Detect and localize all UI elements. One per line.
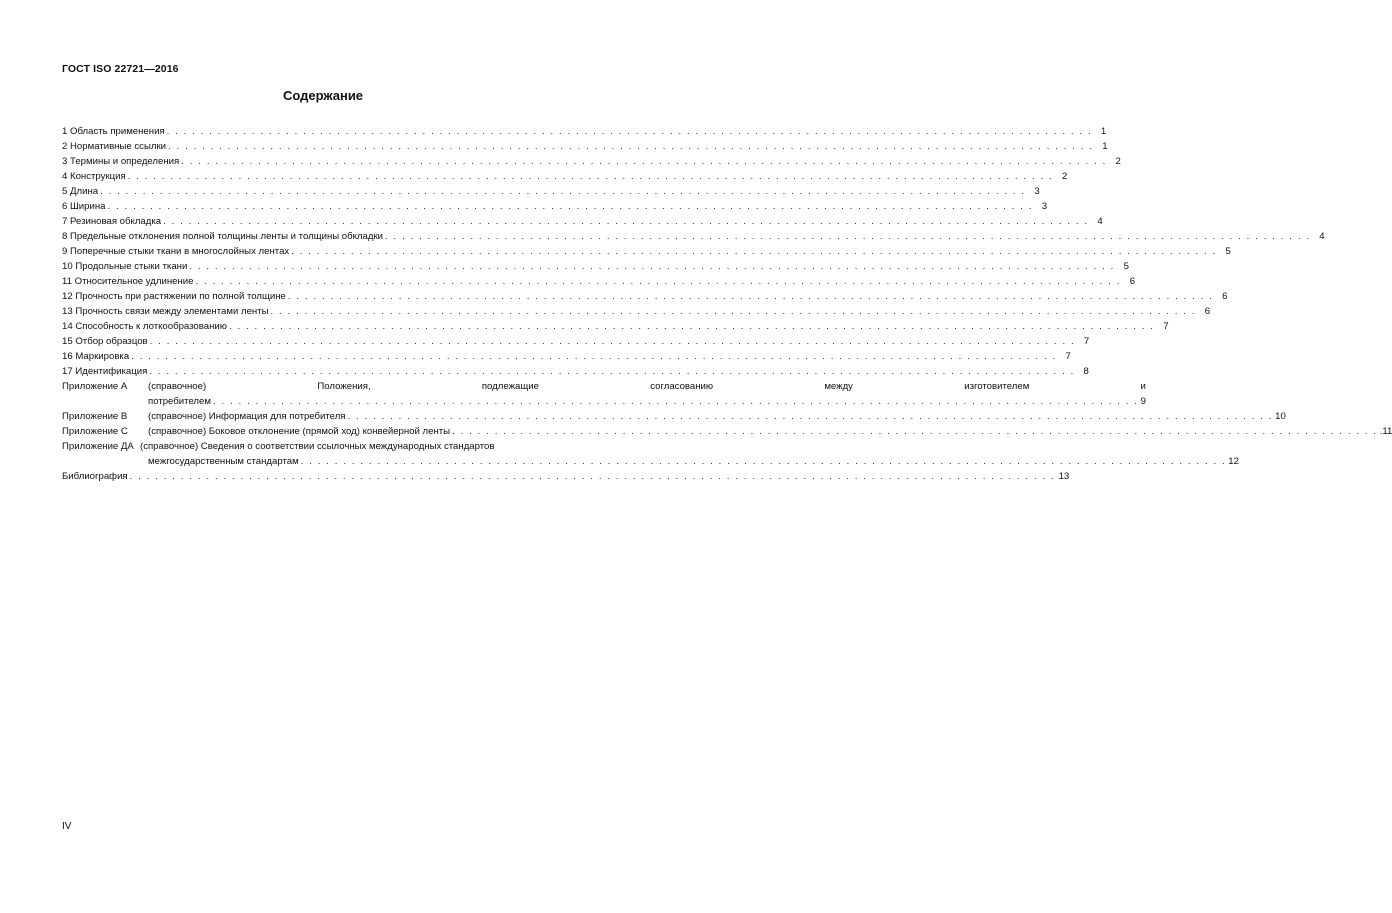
toc-entry[interactable] <box>62 304 1211 319</box>
toc-leader-dots: . . . . . . . . . . . . . . . . . . . . . . . . . . . . . . . . . . . . . . . . . . . . . . . . . . . . . . . . . . . . . . . . . . . . . . . . . . . . . . . . . . . . . . . . . . . . . . . . . . . . . . . . . . . . . <box>385 231 1311 242</box>
toc-entry-title: 5 Длина <box>62 186 99 197</box>
toc-leader-dots: . . . . . . . . . . . . . . . . . . . . . . . . . . . . . . . . . . . . . . . . . . . . . . . . . . . . . . . . . . . . . . . . . . . . . . . . . . . . . . . . . . . . . . . . . . . . . . . . . . . . . . . . . . . . . <box>127 171 1054 182</box>
toc-leader-dots: . . . . . . . . . . . . . . . . . . . . . . . . . . . . . . . . . . . . . . . . . . . . . . . . . . . . . . . . . . . . . . . . . . . . . . . . . . . . . . . . . . . . . . . . . . . . . . . . . . . . . . . . . . . . . <box>287 291 1214 302</box>
toc-entry[interactable] <box>62 169 1068 184</box>
toc-appendix-b[interactable] <box>62 409 1286 424</box>
toc-entry-page: 2 <box>1061 171 1068 182</box>
toc-entry-title: 17 Идентификация <box>62 366 148 377</box>
toc-entry-title: 4 Конструкция <box>62 171 126 182</box>
toc-leader-dots: . . . . . . . . . . . . . . . . . . . . . . . . . . . . . . . . . . . . . . . . . . . . . . . . . . . . . . . . . . . . . . . . . . . . . . . . . . . . . . . . . . . . . . . . . . . . . . . . . . . . . . . . . . . . . <box>168 141 1094 152</box>
toc-entry-title: 15 Отбор образцов <box>62 336 148 347</box>
toc-entry[interactable] <box>62 364 1089 379</box>
toc-entry-title: 12 Прочность при растяжении по полной толщине <box>62 291 286 302</box>
page-number: IV <box>62 821 72 832</box>
appendix-title-line: (справочное) Положения, подлежащие согласованию между изготовителем и <box>148 381 1146 392</box>
toc-entry-page: 3 <box>1041 201 1048 212</box>
toc-entry-page: 4 <box>1097 216 1103 227</box>
toc-entry[interactable] <box>62 259 1129 274</box>
toc-leader-dots: . . . . . . . . . . . . . . . . . . . . . . . . . . . . . . . . . . . . . . . . . . . . . . . . . . . . . . . . . . . . . . . . . . . . . . . . . . . . . . . . . . . . . . . . . . . . . . . . . . . . . . . . . . . . . <box>149 366 1075 377</box>
toc-leader-dots: . . . . . . . . . . . . . . . . . . . . . . . . . . . . . . . . . . . . . . . . . . . . . . . . . . . . . . . . . . . . . . . . . . . . . . . . . . . . . . . . . . . . . . . . . . . . . . . . . . . . . . . . . . . . . <box>149 336 1076 347</box>
toc-leader-dots: . . . . . . . . . . . . . . . . . . . . . . . . . . . . . . . . . . . . . . . . . . . . . . . . . . . . . . . . . . . . . . . . . . . . . . . . . . . . . . . . . . . . . . . . . . . . . . . . . . . . . . . . . . . . . <box>452 426 1378 437</box>
toc-entry-title: 13 Прочность связи между элементами ленты <box>62 306 269 317</box>
doc-code: ГОСТ ISO 22721—2016 <box>62 63 179 75</box>
appendix-title-line: потребителем <box>148 396 211 407</box>
appendix-label: Приложение С <box>62 426 128 437</box>
toc-title: Содержание <box>282 88 364 103</box>
appendix-title-line: (справочное) Информация для потребителя <box>148 411 346 422</box>
toc-entry-page: 6 <box>1222 291 1228 302</box>
toc-appendix-a[interactable] <box>62 379 1146 409</box>
appendix-title-line: (справочное) Боковое отклонение (прямой ход) конвейерной ленты <box>148 426 451 437</box>
toc-entry[interactable] <box>62 334 1090 349</box>
table-of-contents <box>62 124 1392 484</box>
toc-leader-dots: . . . . . . . . . . . . . . . . . . . . . . . . . . . . . . . . . . . . . . . . . . . . . . . . . . . . . . . . . . . . . . . . . . . . . . . . . . . . . . . . . . . . . . . . . . . . . . . . . . . . . . . . . . . . . <box>212 396 1139 407</box>
toc-entry[interactable] <box>62 244 1231 259</box>
toc-entry-page: 10 <box>1275 411 1286 422</box>
toc-entry[interactable] <box>62 349 1071 364</box>
toc-entry[interactable] <box>62 184 1040 199</box>
toc-leader-dots: . . . . . . . . . . . . . . . . . . . . . . . . . . . . . . . . . . . . . . . . . . . . . . . . . . . . . . . . . . . . . . . . . . . . . . . . . . . . . . . . . . . . . . . . . . . . . . . . . . . . . . . . . . . . . <box>129 471 1056 482</box>
toc-entry-page: 1 <box>1102 141 1108 152</box>
toc-entry-page: 9 <box>1140 396 1146 407</box>
toc-entry[interactable] <box>62 124 1107 139</box>
toc-entry-title: 1 Область применения <box>62 126 165 137</box>
toc-leader-dots: . . . . . . . . . . . . . . . . . . . . . . . . . . . . . . . . . . . . . . . . . . . . . . . . . . . . . . . . . . . . . . . . . . . . . . . . . . . . . . . . . . . . . . . . . . . . . . . . . . . . . . . . . . . . . <box>291 246 1217 257</box>
toc-entry-page: 7 <box>1083 336 1090 347</box>
toc-entry[interactable] <box>62 214 1103 229</box>
toc-leader-dots: . . . . . . . . . . . . . . . . . . . . . . . . . . . . . . . . . . . . . . . . . . . . . . . . . . . . . . . . . . . . . . . . . . . . . . . . . . . . . . . . . . . . . . . . . . . . . . . . . . . . . . . . . . . . . <box>189 261 1115 272</box>
toc-entry-title: 6 Ширина <box>62 201 106 212</box>
toc-entry-page: 2 <box>1115 156 1121 167</box>
toc-entry[interactable] <box>62 139 1108 154</box>
toc-entry-title: 2 Нормативные ссылки <box>62 141 167 152</box>
toc-entry-page: 12 <box>1228 456 1239 467</box>
toc-entry-title: 16 Маркировка <box>62 351 130 362</box>
toc-entry[interactable] <box>62 289 1228 304</box>
toc-entry[interactable] <box>62 154 1121 169</box>
toc-entry-page: 1 <box>1100 126 1107 137</box>
appendix-label: Приложение А <box>62 381 128 392</box>
toc-entry-title: 11 Относительное удлинение <box>62 276 194 287</box>
toc-leader-dots: . . . . . . . . . . . . . . . . . . . . . . . . . . . . . . . . . . . . . . . . . . . . . . . . . . . . . . . . . . . . . . . . . . . . . . . . . . . . . . . . . . . . . . . . . . . . . . . . . . . . . . . . . . . . . <box>181 156 1107 167</box>
toc-entry[interactable] <box>62 229 1325 244</box>
toc-entry-page: .11 <box>1379 426 1392 437</box>
toc-entry-page: 13 <box>1058 471 1070 482</box>
toc-leader-dots: . . . . . . . . . . . . . . . . . . . . . . . . . . . . . . . . . . . . . . . . . . . . . . . . . . . . . . . . . . . . . . . . . . . . . . . . . . . . . . . . . . . . . . . . . . . . . . . . . . . . . . . . . . . . . <box>100 186 1026 197</box>
appendix-label: Приложение ДА <box>62 441 134 452</box>
toc-entry-title: Библиография <box>62 471 128 482</box>
toc-leader-dots: . . . . . . . . . . . . . . . . . . . . . . . . . . . . . . . . . . . . . . . . . . . . . . . . . . . . . . . . . . . . . . . . . . . . . . . . . . . . . . . . . . . . . . . . . . . . . . . . . . . . . . . . . . . . . <box>163 216 1089 227</box>
toc-entry-page: 6 <box>1204 306 1211 317</box>
toc-entry-title: 10 Продольные стыки ткани <box>62 261 188 272</box>
toc-entry-page: 5 <box>1123 261 1129 272</box>
toc-entry-title: 9 Поперечные стыки ткани в многослойных лентах <box>62 246 290 257</box>
toc-leader-dots: . . . . . . . . . . . . . . . . . . . . . . . . . . . . . . . . . . . . . . . . . . . . . . . . . . . . . . . . . . . . . . . . . . . . . . . . . . . . . . . . . . . . . . . . . . . . . . . . . . . . . . . . . . . . . <box>131 351 1057 362</box>
toc-entry-bibliography[interactable] <box>62 469 1070 484</box>
toc-entry-page: 3 <box>1034 186 1040 197</box>
appendix-label: Приложение В <box>62 411 128 422</box>
appendix-title-line: межгосударственным стандартам <box>148 456 299 467</box>
toc-entry-title: 7 Резиновая обкладка <box>62 216 162 227</box>
toc-appendix-c[interactable] <box>62 424 1392 439</box>
toc-leader-dots: . . . . . . . . . . . . . . . . . . . . . . . . . . . . . . . . . . . . . . . . . . . . . . . . . . . . . . . . . . . . . . . . . . . . . . . . . . . . . . . . . . . . . . . . . . . . . . . . . . . . . . . . . . . . . <box>195 276 1122 287</box>
toc-entry-page: 5 <box>1225 246 1231 257</box>
toc-leader-dots: . . . . . . . . . . . . . . . . . . . . . . . . . . . . . . . . . . . . . . . . . . . . . . . . . . . . . . . . . . . . . . . . . . . . . . . . . . . . . . . . . . . . . . . . . . . . . . . . . . . . . . . . . . . . . <box>347 411 1274 422</box>
toc-entry-title: 8 Предельные отклонения полной толщины ленты и толщины обкладки <box>62 231 384 242</box>
toc-entry[interactable] <box>62 199 1048 214</box>
toc-entry-page: 7 <box>1065 351 1071 362</box>
toc-entry[interactable] <box>62 274 1136 289</box>
toc-entry-page: 8 <box>1083 366 1089 377</box>
toc-entry-page: 4 <box>1319 231 1325 242</box>
appendix-title-line: (справочное) Сведения о соответствии ссылочных международных стандартов <box>140 441 495 452</box>
toc-leader-dots: . . . . . . . . . . . . . . . . . . . . . . . . . . . . . . . . . . . . . . . . . . . . . . . . . . . . . . . . . . . . . . . . . . . . . . . . . . . . . . . . . . . . . . . . . . . . . . . . . . . . . . . . . . . . . <box>270 306 1197 317</box>
toc-entry-page: 6 <box>1129 276 1136 287</box>
toc-leader-dots: . . . . . . . . . . . . . . . . . . . . . . . . . . . . . . . . . . . . . . . . . . . . . . . . . . . . . . . . . . . . . . . . . . . . . . . . . . . . . . . . . . . . . . . . . . . . . . . . . . . . . . . . . . . . . <box>107 201 1034 212</box>
toc-leader-dots: . . . . . . . . . . . . . . . . . . . . . . . . . . . . . . . . . . . . . . . . . . . . . . . . . . . . . . . . . . . . . . . . . . . . . . . . . . . . . . . . . . . . . . . . . . . . . . . . . . . . . . . . . . . . . <box>300 456 1227 467</box>
toc-appendix-da[interactable] <box>62 439 1239 469</box>
toc-entry-title: 14 Способность к лоткообразованию <box>62 321 227 332</box>
toc-leader-dots: . . . . . . . . . . . . . . . . . . . . . . . . . . . . . . . . . . . . . . . . . . . . . . . . . . . . . . . . . . . . . . . . . . . . . . . . . . . . . . . . . . . . . . . . . . . . . . . . . . . . . . . . . . . . . <box>228 321 1155 332</box>
toc-leader-dots: . . . . . . . . . . . . . . . . . . . . . . . . . . . . . . . . . . . . . . . . . . . . . . . . . . . . . . . . . . . . . . . . . . . . . . . . . . . . . . . . . . . . . . . . . . . . . . . . . . . . . . . . . . . . . <box>166 126 1093 137</box>
toc-entry-page: 7 <box>1163 321 1169 332</box>
toc-entry-title: 3 Термины и определения <box>62 156 180 167</box>
toc-entry[interactable] <box>62 319 1169 334</box>
